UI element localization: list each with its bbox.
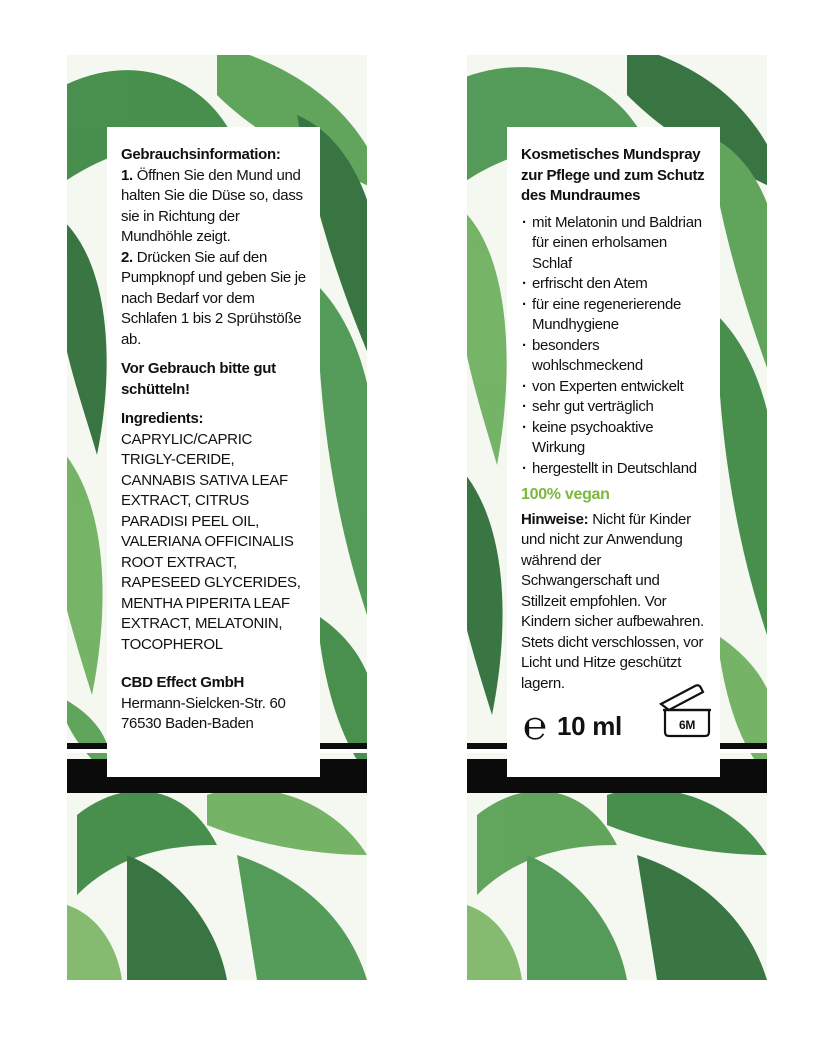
benefit-item: · hergestellt in Deutschland <box>521 459 706 480</box>
notes-text: Nicht für Kinder und nicht zur Anwendung während der Schwangerschaft und Stillzeit empfohlen. Vor Kindern sicher aufbewahren. Stets dicht verschlossen, vor Licht und Hitze geschützt lagern. <box>521 510 704 692</box>
open-jar-pao-icon <box>655 680 717 740</box>
step-1-text: Öffnen Sie den Mund und halten Sie die Düse so, dass sie in Richtung der Mundhöhle zeigt. <box>121 166 303 245</box>
step-2-number: 2. <box>121 248 133 266</box>
shake-note: Vor Gebrauch bitte gut schütteln! <box>121 360 276 398</box>
company-street: Hermann-Sielcken-Str. 60 <box>121 694 286 712</box>
step-1-number: 1. <box>121 166 133 184</box>
ingredients-heading: Ingredients: <box>121 410 204 427</box>
vegan-label: 100% vegan <box>521 486 610 503</box>
pao-label: 6M <box>678 718 696 732</box>
benefit-item: · sehr gut verträglich <box>521 397 706 418</box>
company-name: CBD Effect GmbH <box>121 674 245 691</box>
notes-heading: Hinweise: <box>521 510 589 528</box>
volume-label: 10 ml <box>557 711 622 741</box>
usage-text-box <box>107 127 320 777</box>
label-panel-right <box>467 55 767 980</box>
usage-heading: Gebrauchsinformation: <box>121 146 281 163</box>
estimated-sign-icon: ℮ <box>523 703 547 748</box>
benefit-item: · von Experten entwickelt <box>521 377 706 398</box>
benefit-item: · mit Melatonin und Baldrian für einen erholsamen Schlaf <box>521 213 706 275</box>
product-title: Kosmetisches Mundspray zur Pflege und zum Schutz des Mundraumes <box>521 146 705 204</box>
benefit-item: · keine psychoaktive Wirkung <box>521 418 706 459</box>
benefit-item: · besonders wohlschmeckend <box>521 336 706 377</box>
benefit-item: · für eine regenerierende Mundhygiene <box>521 295 706 336</box>
benefit-item: · erfrischt den Atem <box>521 274 706 295</box>
label-panel-left <box>67 55 367 980</box>
company-city: 76530 Baden-Baden <box>121 715 254 732</box>
notes <box>521 510 706 695</box>
benefits-list <box>521 213 706 480</box>
step-2-text: Drücken Sie auf den Pumpknopf und geben Sie je nach Bedarf vor dem Schlafen 1 bis 2 Sprühstöße ab. <box>121 248 306 348</box>
usage-step-2 <box>121 248 306 351</box>
usage-step-1 <box>121 166 306 248</box>
volume-row <box>521 703 706 758</box>
ingredients-list: CAPRYLIC/CAPRIC TRIGLY-CERIDE, CANNABIS SATIVA LEAF EXTRACT, CITRUS PARADISI PEEL OIL, VALERIANA OFFICINALIS ROOT EXTRACT, RAPESEED GLYCERIDES, MENTHA PIPERITA LEAF EXTRACT, MELATONIN, TOCOPHEROL <box>121 430 301 653</box>
product-text-box <box>507 127 720 777</box>
